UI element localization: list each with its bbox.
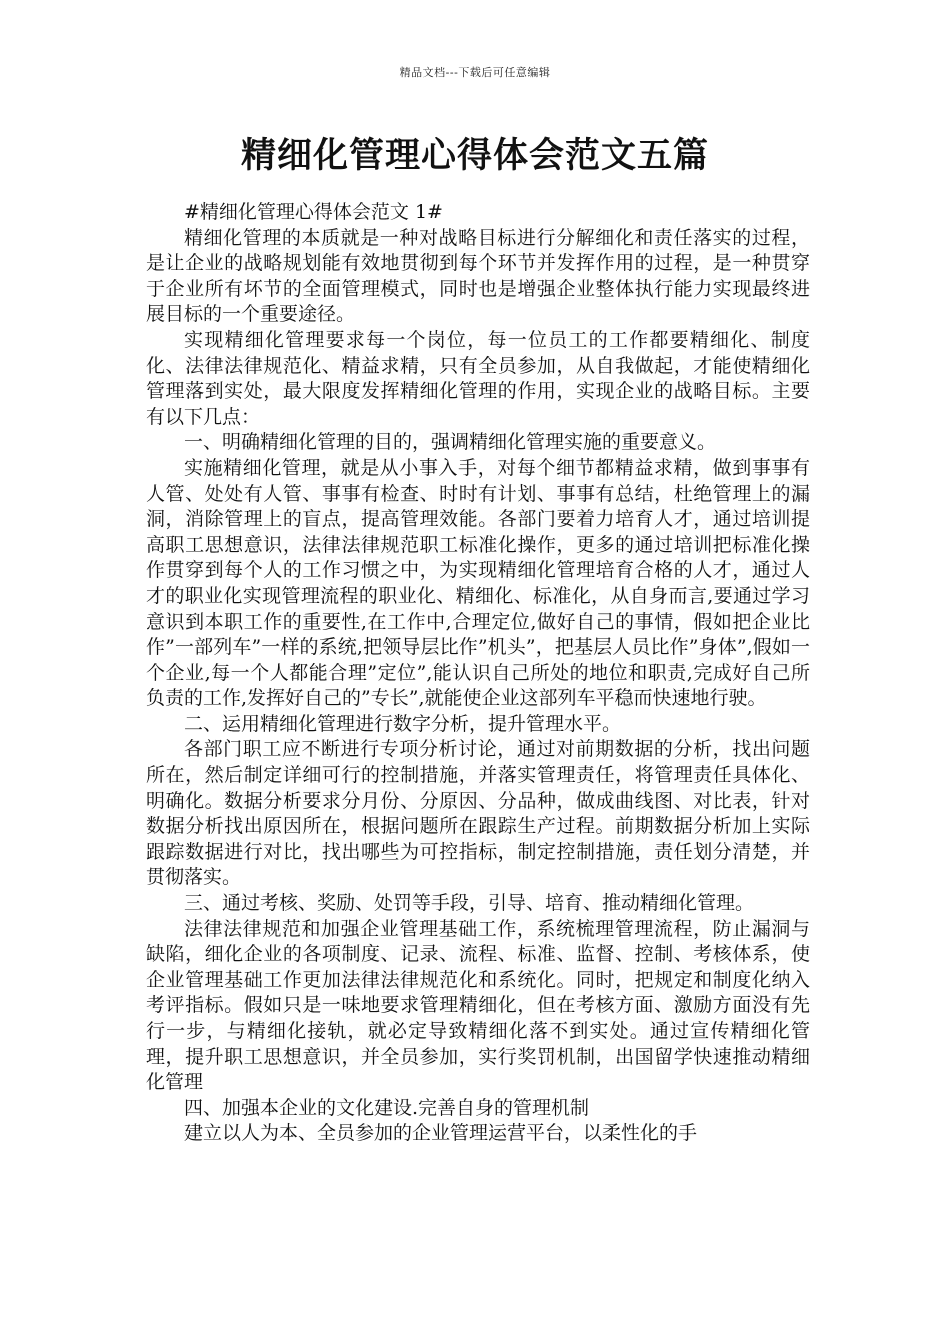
point-heading: 一、明确精细化管理的目的，强调精细化管理实施的重要意义。: [184, 431, 717, 454]
paragraph: 法律法律规范和加强企业管理基础工作，系统梳理管理流程，防止漏洞与缺陷，细化企业的各项制度、记录、流程、标准、监督、控制、考核体系，使企业管理基础工作更加法律法律规范化和系统化。同时，把规定和制度化纳入考评指标。假如只是一味地要求管理精细化，但在考核方面、激励方面没有先行一步，与精细化接轨，就必定导致精细化落不到实处。通过宣传精细化管理，提升职工思想意识，并全员参加，实行奖罚机制，出国留学快速推动精细化管理: [146, 917, 810, 1094]
paragraph: 各部门职工应不断进行专项分析讨论，通过对前期数据的分析，找出问题所在，然后制定详细可行的控制措施，并落实管理责任，将管理责任具体化、明确化。数据分析要求分月份、分原因、分品种，做成曲线图、对比表，针对数据分析找出原因所在，根据问题所在跟踪生产过程。前期数据分析加上实际跟踪数据进行对比，找出哪些为可控指标，制定控制措施，责任划分清楚，并贯彻落实。: [146, 738, 810, 889]
paragraph: 实施精细化管理，就是从小事入手，对每个细节都精益求精，做到事事有人管、处处有人管、事事有检查、时时有计划、事事有总结，杜绝管理上的漏洞，消除管理上的盲点，提高管理效能。各部门要着力培育人才，通过培训提高职工思想意识，法律法律规范职工标准化操作，更多的通过培训把标准化操作贯穿到每个人的工作习惯之中，为实现精细化管理培育合格的人才，通过人才的职业化实现管理流程的职业化、精细化、标准化，从自身而言,要通过学习意识到本职工作的重要性,在工作中,合理定位,做好自己的事情，假如把企业比作”一部列车”一样的系统,把领导层比作”机头”，把基层人员比作”身体”,假如一个企业,每一个人都能合理”定位”,能认识自己所处的地位和职责,完成好自己所负责的工作,发挥好自己的”专长”,就能使企业这部列车平稳而快速地行驶。: [146, 456, 810, 710]
point-heading: 二、运用精细化管理进行数字分析，提升管理水平。: [184, 712, 622, 735]
section-heading: #精细化管理心得体会范文 1#: [184, 201, 443, 223]
paragraph: 建立以人为本、全员参加的企业管理运营平台，以柔性化的手: [184, 1122, 698, 1145]
paragraph: 精细化管理的本质就是一种对战略目标进行分解细化和责任落实的过程，是让企业的战略规划能有效地贯彻到每个环节并发挥作用的过程，是一种贯穿于企业所有坏节的全面管理模式，同时也是增强企业整体执行能力实现最终进展目标的一个重要途径。: [146, 226, 810, 326]
document-title: 精细化管理心得体会范文五篇: [240, 136, 709, 176]
header-note: 精品文档---下载后可任意编辑: [399, 66, 551, 79]
paragraph: 实现精细化管理要求每一个岗位，每一位员工的工作都要精细化、制度化、法律法律规范化、精益求精，只有全员参加，从自我做起，才能使精细化管理落到实处，最大限度发挥精细化管理的作用，实现企业的战略目标。主要有以下几点：: [146, 328, 810, 428]
document-body: [146, 200, 810, 1147]
point-heading: 四、加强本企业的文化建设.完善自身的管理机制: [184, 1096, 590, 1119]
point-heading: 三、通过考核、奖励、处罚等手段，引导、培育、推动精细化管理。: [184, 892, 755, 915]
